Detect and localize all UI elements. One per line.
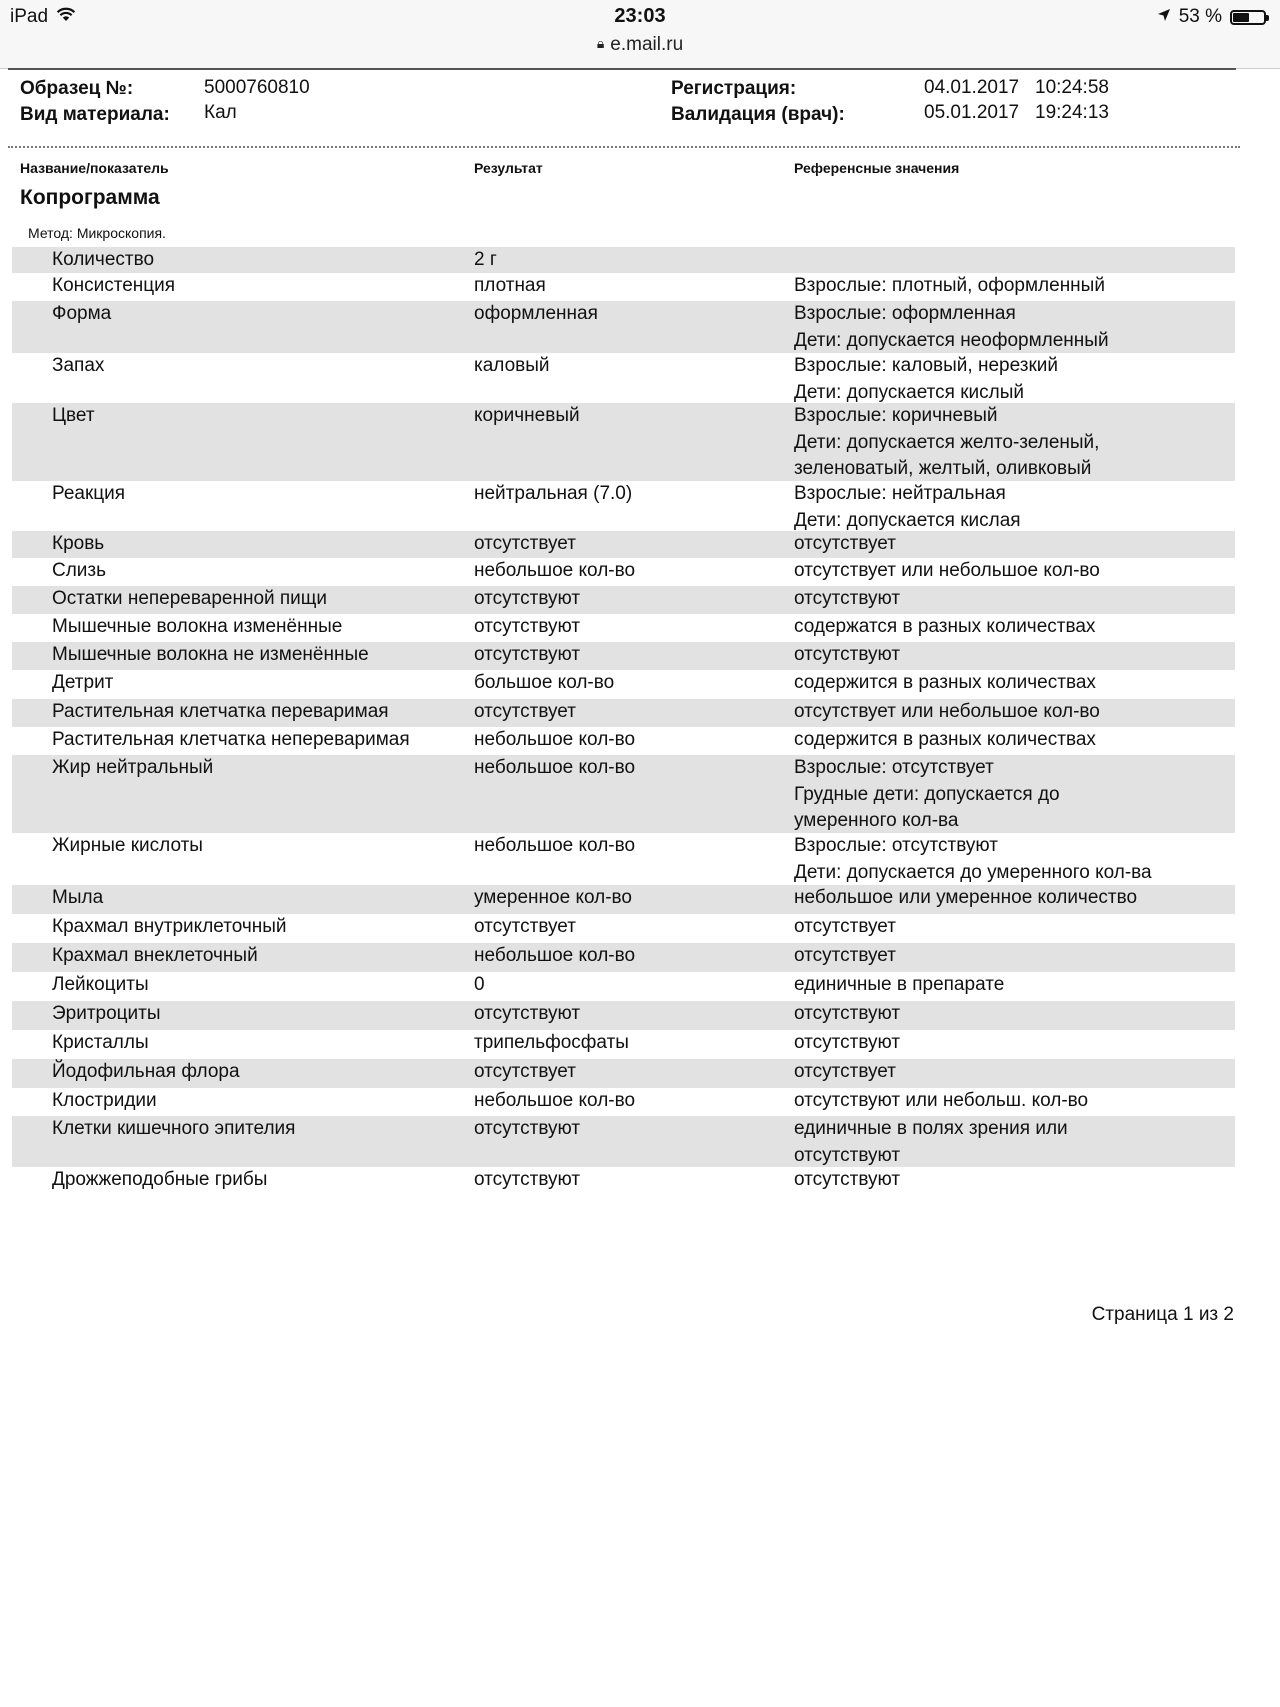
material-label: Вид материала: (20, 104, 170, 125)
row-name: Жир нейтральный (52, 757, 214, 778)
row-name: Растительная клетчатка переваримая (52, 701, 389, 722)
row-result: 0 (474, 974, 485, 995)
top-rule (8, 68, 1236, 70)
table-row (12, 943, 1235, 972)
row-result: 2 г (474, 249, 497, 270)
row-name: Кристаллы (52, 1032, 149, 1053)
url-text: e.mail.ru (610, 34, 684, 55)
status-time: 23:03 (614, 5, 666, 27)
column-header-name: Название/показатель (20, 160, 169, 176)
row-reference: отсутствует (794, 916, 896, 937)
table-row (12, 885, 1235, 914)
table-row (12, 1001, 1235, 1030)
row-name: Реакция (52, 483, 126, 504)
registration-label: Регистрация: (671, 78, 797, 99)
validation-date: 05.01.2017 (924, 102, 1020, 123)
battery-icon (1230, 10, 1266, 25)
column-header-reference: Референсные значения (794, 160, 960, 176)
row-reference: отсутствуют (794, 588, 901, 609)
dotted-divider (8, 146, 1240, 148)
row-name: Йодофильная флора (52, 1061, 240, 1082)
row-name: Мыла (52, 887, 104, 908)
table-row (12, 1167, 1235, 1197)
row-name: Клетки кишечного эпителия (52, 1118, 296, 1139)
row-name: Мышечные волокна не изменённые (52, 644, 369, 665)
sample-label: Образец №: (20, 78, 134, 99)
table-row (12, 642, 1235, 670)
row-name: Крахмал внеклеточный (52, 945, 258, 966)
row-name: Кровь (52, 533, 105, 554)
table-row (12, 1116, 1235, 1167)
status-right (1157, 6, 1266, 28)
row-name: Форма (52, 303, 112, 324)
validation-label: Валидация (врач): (671, 104, 845, 125)
table-row (12, 755, 1235, 833)
row-reference: Взрослые: отсутствуют Дети: допускается до умеренного кол-ва (794, 835, 1152, 883)
table-row (12, 1030, 1235, 1059)
method-label: Метод: Микроскопия. (28, 225, 166, 241)
table-row (12, 301, 1235, 353)
row-reference: Взрослые: оформленная Дети: допускается неоформленный (794, 303, 1109, 351)
row-name: Растительная клетчатка непереваримая (52, 729, 410, 750)
row-result: большое кол-во (474, 672, 615, 693)
table-row (12, 1088, 1235, 1116)
table-row (12, 586, 1235, 614)
row-reference: отсутствует (794, 945, 896, 966)
table-row (12, 247, 1235, 273)
location-arrow-icon (1157, 6, 1171, 28)
lock-icon: 🔒︎ (596, 35, 605, 51)
table-row (12, 670, 1235, 699)
table-row (12, 1059, 1235, 1088)
row-reference: отсутствуют (794, 1032, 901, 1053)
battery-percent: 53 % (1178, 6, 1222, 27)
row-result: небольшое кол-во (474, 757, 636, 778)
row-name: Детрит (52, 672, 114, 693)
row-reference: содержится в разных количествах (794, 729, 1096, 750)
row-result: небольшое кол-во (474, 1090, 636, 1111)
ios-status-bar (0, 0, 1280, 69)
section-title: Копрограмма (20, 186, 160, 209)
row-reference: Взрослые: плотный, оформленный (794, 275, 1105, 296)
battery-fill (1233, 13, 1249, 22)
row-reference: отсутствуют (794, 1003, 901, 1024)
row-name: Мышечные волокна изменённые (52, 616, 343, 637)
page-number: Страница 1 из 2 (1091, 1304, 1234, 1325)
row-name: Консистенция (52, 275, 176, 296)
row-result: оформленная (474, 303, 598, 324)
row-name: Дрожжеподобные грибы (52, 1169, 268, 1190)
row-reference: содержатся в разных количествах (794, 616, 1096, 637)
row-result: небольшое кол-во (474, 945, 636, 966)
row-result: отсутствует (474, 533, 576, 554)
row-reference: отсутствуют или небольш. кол-во (794, 1090, 1089, 1111)
registration-date: 04.01.2017 (924, 77, 1020, 98)
row-name: Остатки непереваренной пищи (52, 588, 328, 609)
row-reference: отсутствует или небольшое кол-во (794, 560, 1100, 581)
row-name: Лейкоциты (52, 974, 149, 995)
row-result: отсутствуют (474, 1003, 581, 1024)
table-row (12, 727, 1235, 755)
row-result: плотная (474, 275, 546, 296)
row-reference: небольшое или умеренное количество (794, 887, 1138, 908)
table-row (12, 558, 1235, 586)
row-result: отсутствуют (474, 1118, 581, 1139)
row-name: Жирные кислоты (52, 835, 203, 856)
registration-time: 10:24:58 (1035, 77, 1109, 98)
row-result: отсутствуют (474, 616, 581, 637)
row-reference: отсутствует (794, 533, 896, 554)
row-name: Количество (52, 249, 155, 270)
row-reference: Взрослые: нейтральная Дети: допускается кислая (794, 483, 1021, 531)
row-reference: отсутствуют (794, 1169, 901, 1190)
row-result: отсутствуют (474, 644, 581, 665)
table-row (12, 273, 1235, 301)
row-name: Запах (52, 355, 105, 376)
validation-time: 19:24:13 (1035, 102, 1109, 123)
table-row (12, 833, 1235, 885)
row-result: небольшое кол-во (474, 729, 636, 750)
results-table (12, 247, 1235, 1197)
row-reference: отсутствуют (794, 644, 901, 665)
row-result: небольшое кол-во (474, 560, 636, 581)
column-header-result: Результат (474, 160, 543, 176)
table-row (12, 403, 1235, 481)
row-result: отсутствует (474, 701, 576, 722)
table-row (12, 614, 1235, 642)
row-reference: Взрослые: каловый, нерезкий Дети: допускается кислый (794, 355, 1058, 403)
row-name: Крахмал внутриклеточный (52, 916, 287, 937)
table-row (12, 699, 1235, 727)
device-name: iPad (10, 6, 49, 27)
row-result: нейтральная (7.0) (474, 483, 633, 504)
row-name: Слизь (52, 560, 107, 581)
row-reference: единичные в препарате (794, 974, 1005, 995)
table-row (12, 914, 1235, 943)
row-result: отсутствует (474, 916, 576, 937)
table-row (12, 481, 1235, 531)
row-name: Цвет (52, 405, 95, 426)
material-value: Кал (204, 102, 237, 123)
row-reference: отсутствует или небольшое кол-во (794, 701, 1100, 722)
table-row (12, 972, 1235, 1001)
row-reference: Взрослые: отсутствует Грудные дети: допускается до умеренного кол-ва (794, 757, 1060, 831)
row-result: отсутствуют (474, 1169, 581, 1190)
row-result: каловый (474, 355, 550, 376)
row-result: отсутствуют (474, 588, 581, 609)
table-row (12, 353, 1235, 403)
row-result: умеренное кол-во (474, 887, 632, 908)
row-name: Эритроциты (52, 1003, 161, 1024)
row-result: трипельфосфаты (474, 1032, 629, 1053)
row-result: коричневый (474, 405, 580, 426)
sample-value: 5000760810 (204, 77, 310, 98)
row-name: Клостридии (52, 1090, 157, 1111)
address-bar[interactable] (0, 34, 1280, 56)
row-result: отсутствует (474, 1061, 576, 1082)
row-reference: содержится в разных количествах (794, 672, 1096, 693)
row-reference: отсутствует (794, 1061, 896, 1082)
table-row (12, 531, 1235, 558)
row-reference: Взрослые: коричневый Дети: допускается желто-зеленый, зеленоватый, желтый, оливковый (794, 405, 1100, 479)
row-reference: единичные в полях зрения или отсутствуют (794, 1118, 1068, 1166)
row-result: небольшое кол-во (474, 835, 636, 856)
